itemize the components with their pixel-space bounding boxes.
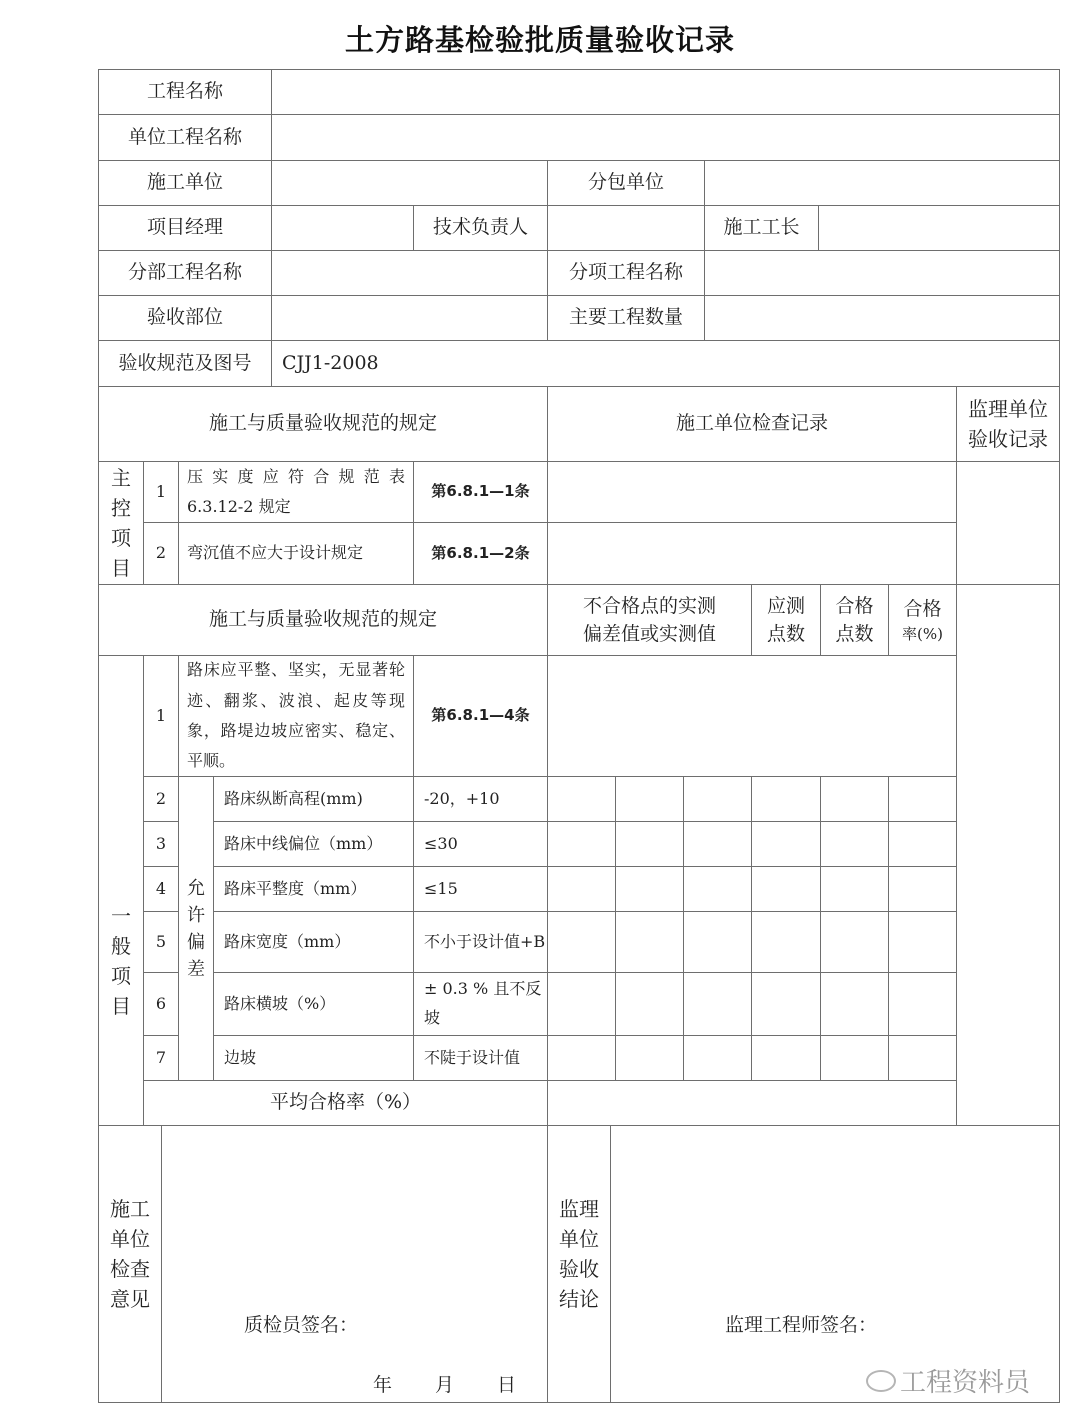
general-item-name: 边坡 [213, 1035, 414, 1081]
wechat-icon [866, 1370, 896, 1392]
label-chars: 监理 [559, 1197, 599, 1221]
measure-cell[interactable] [683, 821, 752, 867]
label-char: 项 [111, 963, 131, 988]
quantity-label: 主要工程数量 [547, 295, 705, 341]
pass-rate-cell[interactable] [888, 866, 957, 912]
points-cell[interactable] [751, 866, 821, 912]
measure-cell[interactable] [547, 1035, 616, 1081]
pass-points-cell[interactable] [820, 972, 889, 1036]
points-cell[interactable] [751, 972, 821, 1036]
quantity-field[interactable] [704, 295, 1060, 341]
pass-rate-cell[interactable] [888, 821, 957, 867]
date-month-label: 月 [435, 1374, 455, 1396]
label-char: 目 [111, 993, 131, 1018]
pass-rate-cell[interactable] [888, 776, 957, 822]
label-chars: 结论 [559, 1287, 599, 1311]
date-year-label: 年 [373, 1374, 393, 1396]
measure-cell[interactable] [683, 866, 752, 912]
subdivision-label: 分项工程名称 [547, 250, 705, 296]
general-spec-header: 施工与质量验收规范的规定 [98, 584, 548, 656]
location-field[interactable] [271, 295, 548, 341]
general-item-tolerance: 不小于设计值+B [413, 911, 548, 973]
main-item-text: 弯沉值不应大于设计规定 [178, 522, 414, 585]
project-manager-field[interactable] [271, 205, 414, 251]
average-rate-label: 平均合格率（%） [143, 1080, 548, 1126]
general-item-tolerance: -20，+10 [413, 776, 548, 822]
measure-cell[interactable] [683, 1035, 752, 1081]
measure-cell[interactable] [547, 911, 616, 973]
label-char: 控 [111, 496, 131, 520]
average-rate-field[interactable] [547, 1080, 957, 1126]
general-supervisor-record[interactable] [956, 584, 1060, 1126]
pass-rate-header-line1: 合格 [903, 597, 942, 620]
measure-cell[interactable] [615, 866, 684, 912]
points-cell[interactable] [751, 776, 821, 822]
supervisor-conclusion-label [547, 1125, 611, 1403]
standard-label: 验收规范及图号 [98, 340, 272, 387]
contractor-field[interactable] [271, 160, 548, 206]
label-char: 偏 [187, 931, 205, 953]
watermark [866, 1362, 1030, 1399]
measure-cell[interactable] [615, 972, 684, 1036]
tech-lead-field[interactable] [547, 205, 705, 251]
points-header-line2: 点数 [766, 623, 805, 645]
label-char: 般 [111, 933, 131, 958]
main-item-clause: 第6.8.1—2条 [413, 522, 548, 585]
measure-cell[interactable] [615, 911, 684, 973]
general-item-record[interactable] [547, 655, 957, 777]
unit-project-label: 单位工程名称 [98, 114, 272, 161]
watermark-text: 工程资料员 [900, 1368, 1031, 1398]
pass-points-cell[interactable] [820, 776, 889, 822]
subcontractor-label: 分包单位 [547, 160, 705, 206]
general-item-no: 4 [143, 866, 179, 912]
unit-project-field[interactable] [271, 114, 1060, 161]
pass-points-cell[interactable] [820, 1035, 889, 1081]
general-item-tolerance: ≤15 [413, 866, 548, 912]
label-chars: 单位 [110, 1227, 150, 1251]
general-item-tolerance: ≤30 [413, 821, 548, 867]
contractor-record-header: 施工单位检查记录 [547, 386, 957, 462]
points-header-line1: 应测 [766, 594, 805, 617]
engineer-sign-label: 监理工程师签名： [725, 1314, 878, 1336]
project-manager-label: 项目经理 [98, 205, 272, 251]
pass-rate-cell[interactable] [888, 972, 957, 1036]
measure-cell[interactable] [683, 911, 752, 973]
division-label: 分部工程名称 [98, 250, 272, 296]
general-item-clause: 第6.8.1—4条 [413, 655, 548, 777]
contractor-label: 施工单位 [98, 160, 272, 206]
general-item-name: 路床平整度（mm） [213, 866, 414, 912]
subdivision-field[interactable] [704, 250, 1060, 296]
general-item-text: 路床应平整、坚实，无显著轮迹、翻浆、波浪、起皮等现象，路堤边坡应密实、稳定、平顺。 [178, 655, 414, 777]
general-label [98, 655, 144, 1126]
supervisor-record-line2: 验收记录 [968, 427, 1048, 451]
label-char: 项 [111, 526, 131, 550]
measured-header-line2: 偏差值或实测值 [582, 623, 716, 645]
contractor-opinion-field[interactable] [161, 1125, 548, 1403]
inspector-sign-label: 质检员签名： [244, 1314, 359, 1336]
label-chars: 施工 [110, 1197, 150, 1221]
measure-cell[interactable] [547, 776, 616, 822]
contractor-opinion-label [98, 1125, 162, 1403]
form-title: 土方路基检验批质量验收记录 [344, 23, 735, 57]
pass-rate-cell[interactable] [888, 911, 957, 973]
date-day-label: 日 [497, 1374, 517, 1396]
label-chars: 检查 [110, 1257, 150, 1281]
label-chars: 验收 [559, 1257, 599, 1281]
main-item-record[interactable] [547, 522, 957, 585]
label-char: 允 [187, 877, 205, 899]
pass-rate-header [888, 584, 957, 656]
measured-header [547, 584, 752, 656]
general-item-no: 3 [143, 821, 179, 867]
label-char: 许 [187, 904, 205, 926]
label-char: 主 [111, 466, 131, 490]
main-item-record[interactable] [547, 461, 957, 523]
points-cell[interactable] [751, 1035, 821, 1081]
supervisor-record-line1: 监理单位 [968, 397, 1048, 421]
pass-points-cell[interactable] [820, 866, 889, 912]
measure-cell[interactable] [683, 972, 752, 1036]
division-field[interactable] [271, 250, 548, 296]
pass-rate-cell[interactable] [888, 1035, 957, 1081]
supervisor-record-header [956, 386, 1060, 462]
general-item-no: 5 [143, 911, 179, 973]
main-supervisor-record[interactable] [956, 461, 1060, 585]
measure-cell[interactable] [615, 821, 684, 867]
pass-rate-header-line2: 率(%) [902, 625, 943, 643]
measure-cell[interactable] [547, 866, 616, 912]
general-item-name: 路床中线偏位（mm） [213, 821, 414, 867]
general-item-no: 7 [143, 1035, 179, 1081]
pass-points-cell[interactable] [820, 911, 889, 973]
general-item-tolerance: ± 0.3 % 且不反坡 [413, 972, 548, 1036]
pass-points-cell[interactable] [820, 821, 889, 867]
tolerance-label [178, 776, 214, 1081]
label-char: 差 [187, 958, 205, 980]
subcontractor-field[interactable] [704, 160, 1060, 206]
general-item-name: 路床横坡（%） [213, 972, 414, 1036]
general-item-no: 2 [143, 776, 179, 822]
measure-cell[interactable] [547, 821, 616, 867]
label-char: 一 [111, 903, 131, 928]
general-item-tolerance: 不陡于设计值 [413, 1035, 548, 1081]
pass-points-header [820, 584, 889, 656]
standard-field[interactable]: CJJ1-2008 [271, 340, 1060, 387]
measure-cell[interactable] [683, 776, 752, 822]
location-label: 验收部位 [98, 295, 272, 341]
pass-points-header-line1: 合格 [835, 594, 874, 617]
points-header [751, 584, 821, 656]
foreman-label: 施工工长 [704, 205, 819, 251]
main-item-clause: 第6.8.1—1条 [413, 461, 548, 523]
spec-header: 施工与质量验收规范的规定 [98, 386, 548, 462]
measure-cell[interactable] [615, 1035, 684, 1081]
general-item-name: 路床纵断高程(mm) [213, 776, 414, 822]
general-item-name: 路床宽度（mm） [213, 911, 414, 973]
main-item-no: 1 [143, 461, 179, 523]
pass-points-header-line2: 点数 [835, 623, 874, 645]
measured-header-line1: 不合格点的实测 [582, 594, 716, 617]
points-cell[interactable] [751, 911, 821, 973]
project-name-field[interactable] [271, 69, 1060, 115]
tech-lead-label: 技术负责人 [413, 205, 548, 251]
label-char: 目 [111, 556, 131, 580]
measure-cell[interactable] [615, 776, 684, 822]
label-chars: 单位 [559, 1227, 599, 1251]
foreman-field[interactable] [818, 205, 1060, 251]
measure-cell[interactable] [547, 972, 616, 1036]
general-item-no: 1 [143, 655, 179, 777]
general-item-no: 6 [143, 972, 179, 1036]
main-control-label [98, 461, 144, 585]
main-item-text: 压 实 度 应 符 合 规 范 表 6.3.12-2 规定 [178, 461, 414, 523]
project-name-label: 工程名称 [98, 69, 272, 115]
label-chars: 意见 [110, 1287, 150, 1311]
main-item-no: 2 [143, 522, 179, 585]
points-cell[interactable] [751, 821, 821, 867]
